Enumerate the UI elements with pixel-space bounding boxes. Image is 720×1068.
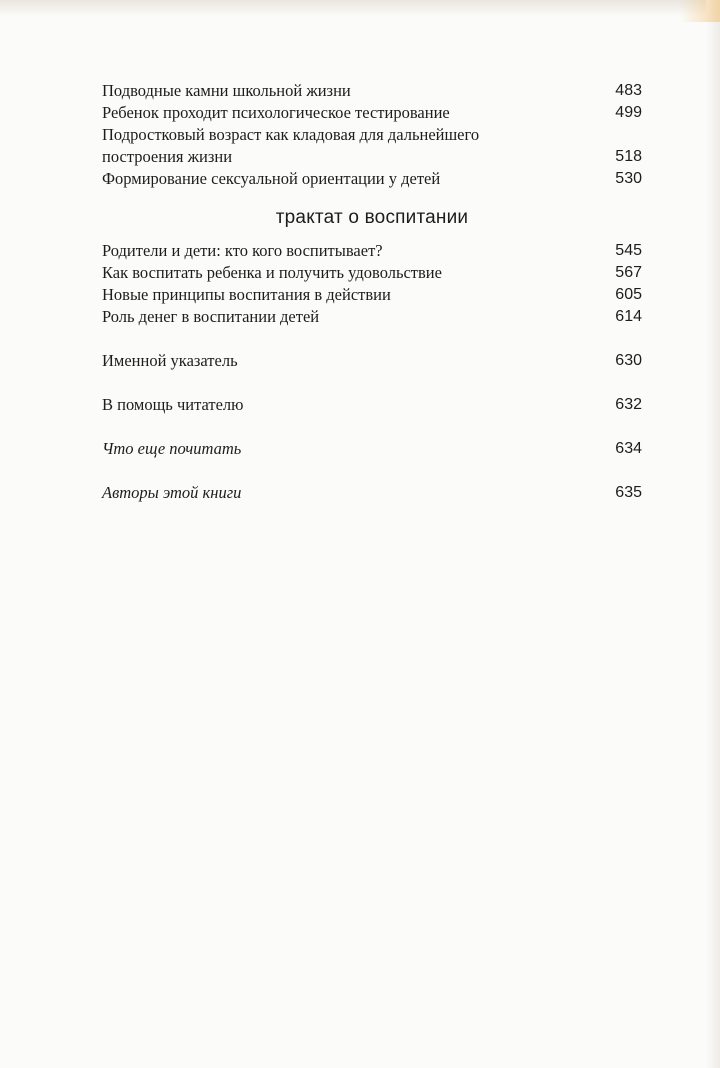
toc-entry-page: 567 (615, 264, 642, 281)
toc-entry-page: 483 (615, 82, 642, 99)
toc-entry (102, 80, 642, 102)
toc-entry-title: Родители и дети: кто кого воспитывает? (102, 241, 383, 260)
toc-entry-title: Формирование сексуальной ориентации у детей (102, 169, 441, 188)
toc-entry (102, 482, 642, 504)
toc-entry-title: Новые принципы воспитания в действии (102, 285, 391, 304)
toc-entry (102, 262, 642, 284)
toc-entry (102, 124, 642, 168)
toc-entry-page: 634 (615, 440, 642, 457)
toc-entry-page: 635 (615, 484, 642, 501)
toc-entry (102, 306, 642, 328)
toc-entry (102, 394, 642, 416)
toc-entry-page: 530 (615, 170, 642, 187)
toc-entry (102, 438, 642, 460)
toc-entry-title: Подростковый возраст как кладовая для дальнейшего построения жизни (102, 125, 480, 166)
toc-entry-title: Именной указатель (102, 351, 238, 370)
toc-entry (102, 240, 642, 262)
toc-entry (102, 284, 642, 306)
toc-entry-title: Роль денег в воспитании детей (102, 307, 320, 326)
toc-entry-page: 499 (615, 104, 642, 121)
toc-entry-title: Как воспитать ребенка и получить удовольствие (102, 263, 442, 282)
toc-entry (102, 350, 642, 372)
section-heading: трактат о воспитании (275, 207, 469, 228)
toc-entry-page: 518 (615, 148, 642, 165)
toc-entry-title: Что еще почитать (102, 439, 242, 458)
toc-entry-page: 632 (615, 396, 642, 413)
table-of-contents (102, 80, 642, 504)
toc-entry-title: Ребенок проходит психологическое тестирование (102, 103, 450, 122)
page-edge-shadow (0, 0, 720, 16)
toc-entry-title: Авторы этой книги (102, 483, 242, 502)
corner-tint (680, 0, 720, 22)
toc-entry-page: 605 (615, 286, 642, 303)
toc-entry-title: В помощь читателю (102, 395, 244, 414)
toc-entry (102, 168, 642, 190)
toc-entry-page: 545 (615, 242, 642, 259)
page-edge-shadow (706, 0, 720, 1068)
toc-entry-page: 630 (615, 352, 642, 369)
toc-entry (102, 102, 642, 124)
toc-entry-page: 614 (615, 308, 642, 325)
toc-entry-title: Подводные камни школьной жизни (102, 81, 351, 100)
